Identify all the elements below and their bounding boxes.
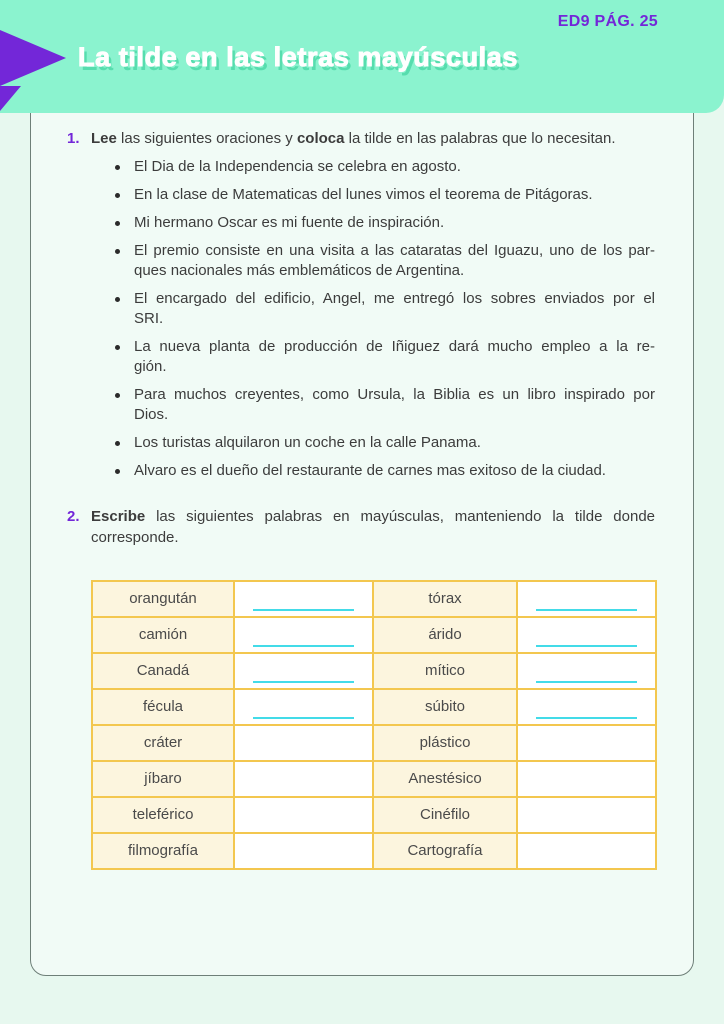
bullet-icon [113, 157, 134, 177]
sentence-text: Para muchos creyentes, como Ursula, la Biblia es un libro inspirado por [134, 386, 655, 403]
table-row [92, 617, 656, 653]
answer-underline [536, 645, 637, 647]
table-row [92, 833, 656, 869]
answer-cell[interactable] [234, 761, 373, 797]
sentence-item [113, 289, 655, 329]
table-row [92, 581, 656, 617]
bullet-icon [113, 385, 134, 425]
page-title: La tilde en las letras mayúsculas [78, 42, 519, 72]
exercise-1-number: 1. [67, 130, 80, 147]
table-row [92, 797, 656, 833]
table-row [92, 653, 656, 689]
sentence-text: Mi hermano Oscar es mi fuente de inspiración. [134, 214, 445, 231]
word-cell: Anestésico [373, 761, 517, 797]
bullet-icon [113, 461, 134, 481]
sentence-text: La nueva planta de producción de Iñiguez dará mucho empleo a la re- [134, 338, 655, 355]
answer-underline [536, 717, 637, 719]
answer-cell[interactable] [517, 833, 656, 869]
word-cell: tórax [373, 581, 517, 617]
word-cell: Canadá [92, 653, 234, 689]
answer-cell[interactable] [517, 797, 656, 833]
answer-cell[interactable] [517, 725, 656, 761]
sentence-item [113, 241, 655, 281]
sentence-item [113, 385, 655, 425]
answer-cell[interactable] [517, 617, 656, 653]
sentence-text: Los turistas alquilaron un coche en la calle Panama. [134, 434, 481, 451]
sentence-text: Alvaro es el dueño del restaurante de carnes mas exitoso de la ciudad. [134, 462, 606, 479]
arrow-icon [0, 0, 70, 113]
answer-underline [253, 717, 354, 719]
answer-cell[interactable] [234, 725, 373, 761]
header-band [0, 0, 724, 113]
answer-cell[interactable] [234, 581, 373, 617]
word-cell: cráter [92, 725, 234, 761]
instruction-verb: Escribe [91, 508, 146, 525]
words-table [91, 580, 657, 870]
answer-cell[interactable] [234, 797, 373, 833]
exercise-1 [67, 128, 655, 481]
word-cell: plástico [373, 725, 517, 761]
answer-cell[interactable] [234, 653, 373, 689]
sentence-text: gión. [134, 358, 167, 375]
answer-underline [253, 609, 354, 611]
word-cell: filmografía [92, 833, 234, 869]
sentence-item [113, 461, 655, 481]
exercise-2 [67, 506, 655, 870]
sentence-item [113, 433, 655, 453]
table-row [92, 725, 656, 761]
sentence-item [113, 213, 655, 233]
answer-cell[interactable] [234, 689, 373, 725]
instruction-verb: coloca [296, 130, 345, 147]
answer-cell[interactable] [234, 617, 373, 653]
sentence-text: Dios. [134, 406, 169, 423]
word-cell: Cartografía [373, 833, 517, 869]
word-cell: árido [373, 617, 517, 653]
exercise-1-instruction: Lee las siguientes oraciones y coloca la tilde en las palabras que lo necesitan. [91, 130, 616, 147]
bullet-icon [113, 289, 134, 329]
sentence-text: ques nacionales más emblemáticos de Argentina. [134, 262, 465, 279]
worksheet-body [67, 128, 655, 955]
word-cell: súbito [373, 689, 517, 725]
sentence-item [113, 185, 655, 205]
answer-underline [253, 681, 354, 683]
sentence-item [113, 337, 655, 377]
sentence-text: SRI. [134, 310, 164, 327]
answer-underline [253, 645, 354, 647]
bullet-icon [113, 337, 134, 377]
word-cell: Cinéfilo [373, 797, 517, 833]
sentence-text: El Dia de la Independencia se celebra en agosto. [134, 158, 461, 175]
answer-cell[interactable] [517, 761, 656, 797]
word-cell: mítico [373, 653, 517, 689]
bullet-icon [113, 433, 134, 453]
content-panel [30, 40, 694, 976]
answer-underline [536, 681, 637, 683]
answer-cell[interactable] [517, 653, 656, 689]
exercise-2-instruction: Escribe las siguientes palabras en mayúsculas, manteniendo la tilde donde corresponde. [91, 508, 655, 546]
answer-cell[interactable] [234, 833, 373, 869]
sentence-text: El encargado del edificio, Angel, me entregó los sobres enviados por el [134, 290, 655, 307]
word-cell: jíbaro [92, 761, 234, 797]
sentence-text: El premio consiste en una visita a las cataratas del Iguazu, uno de los par- [134, 242, 655, 259]
word-cell: teleférico [92, 797, 234, 833]
word-cell: fécula [92, 689, 234, 725]
bullet-icon [113, 241, 134, 281]
answer-cell[interactable] [517, 581, 656, 617]
instruction-verb: Lee [91, 130, 117, 147]
sentence-text: En la clase de Matematicas del lunes vimos el teorema de Pitágoras. [134, 186, 593, 203]
answer-underline [536, 609, 637, 611]
answer-cell[interactable] [517, 689, 656, 725]
sentence-item [113, 157, 655, 177]
table-row [92, 689, 656, 725]
page-reference-badge: ED9 PÁG. 25 [557, 13, 658, 30]
exercise-2-number: 2. [67, 508, 80, 525]
word-cell: orangután [92, 581, 234, 617]
table-row [92, 761, 656, 797]
bullet-icon [113, 185, 134, 205]
bullet-icon [113, 213, 134, 233]
sentence-list [113, 157, 655, 481]
word-cell: camión [92, 617, 234, 653]
